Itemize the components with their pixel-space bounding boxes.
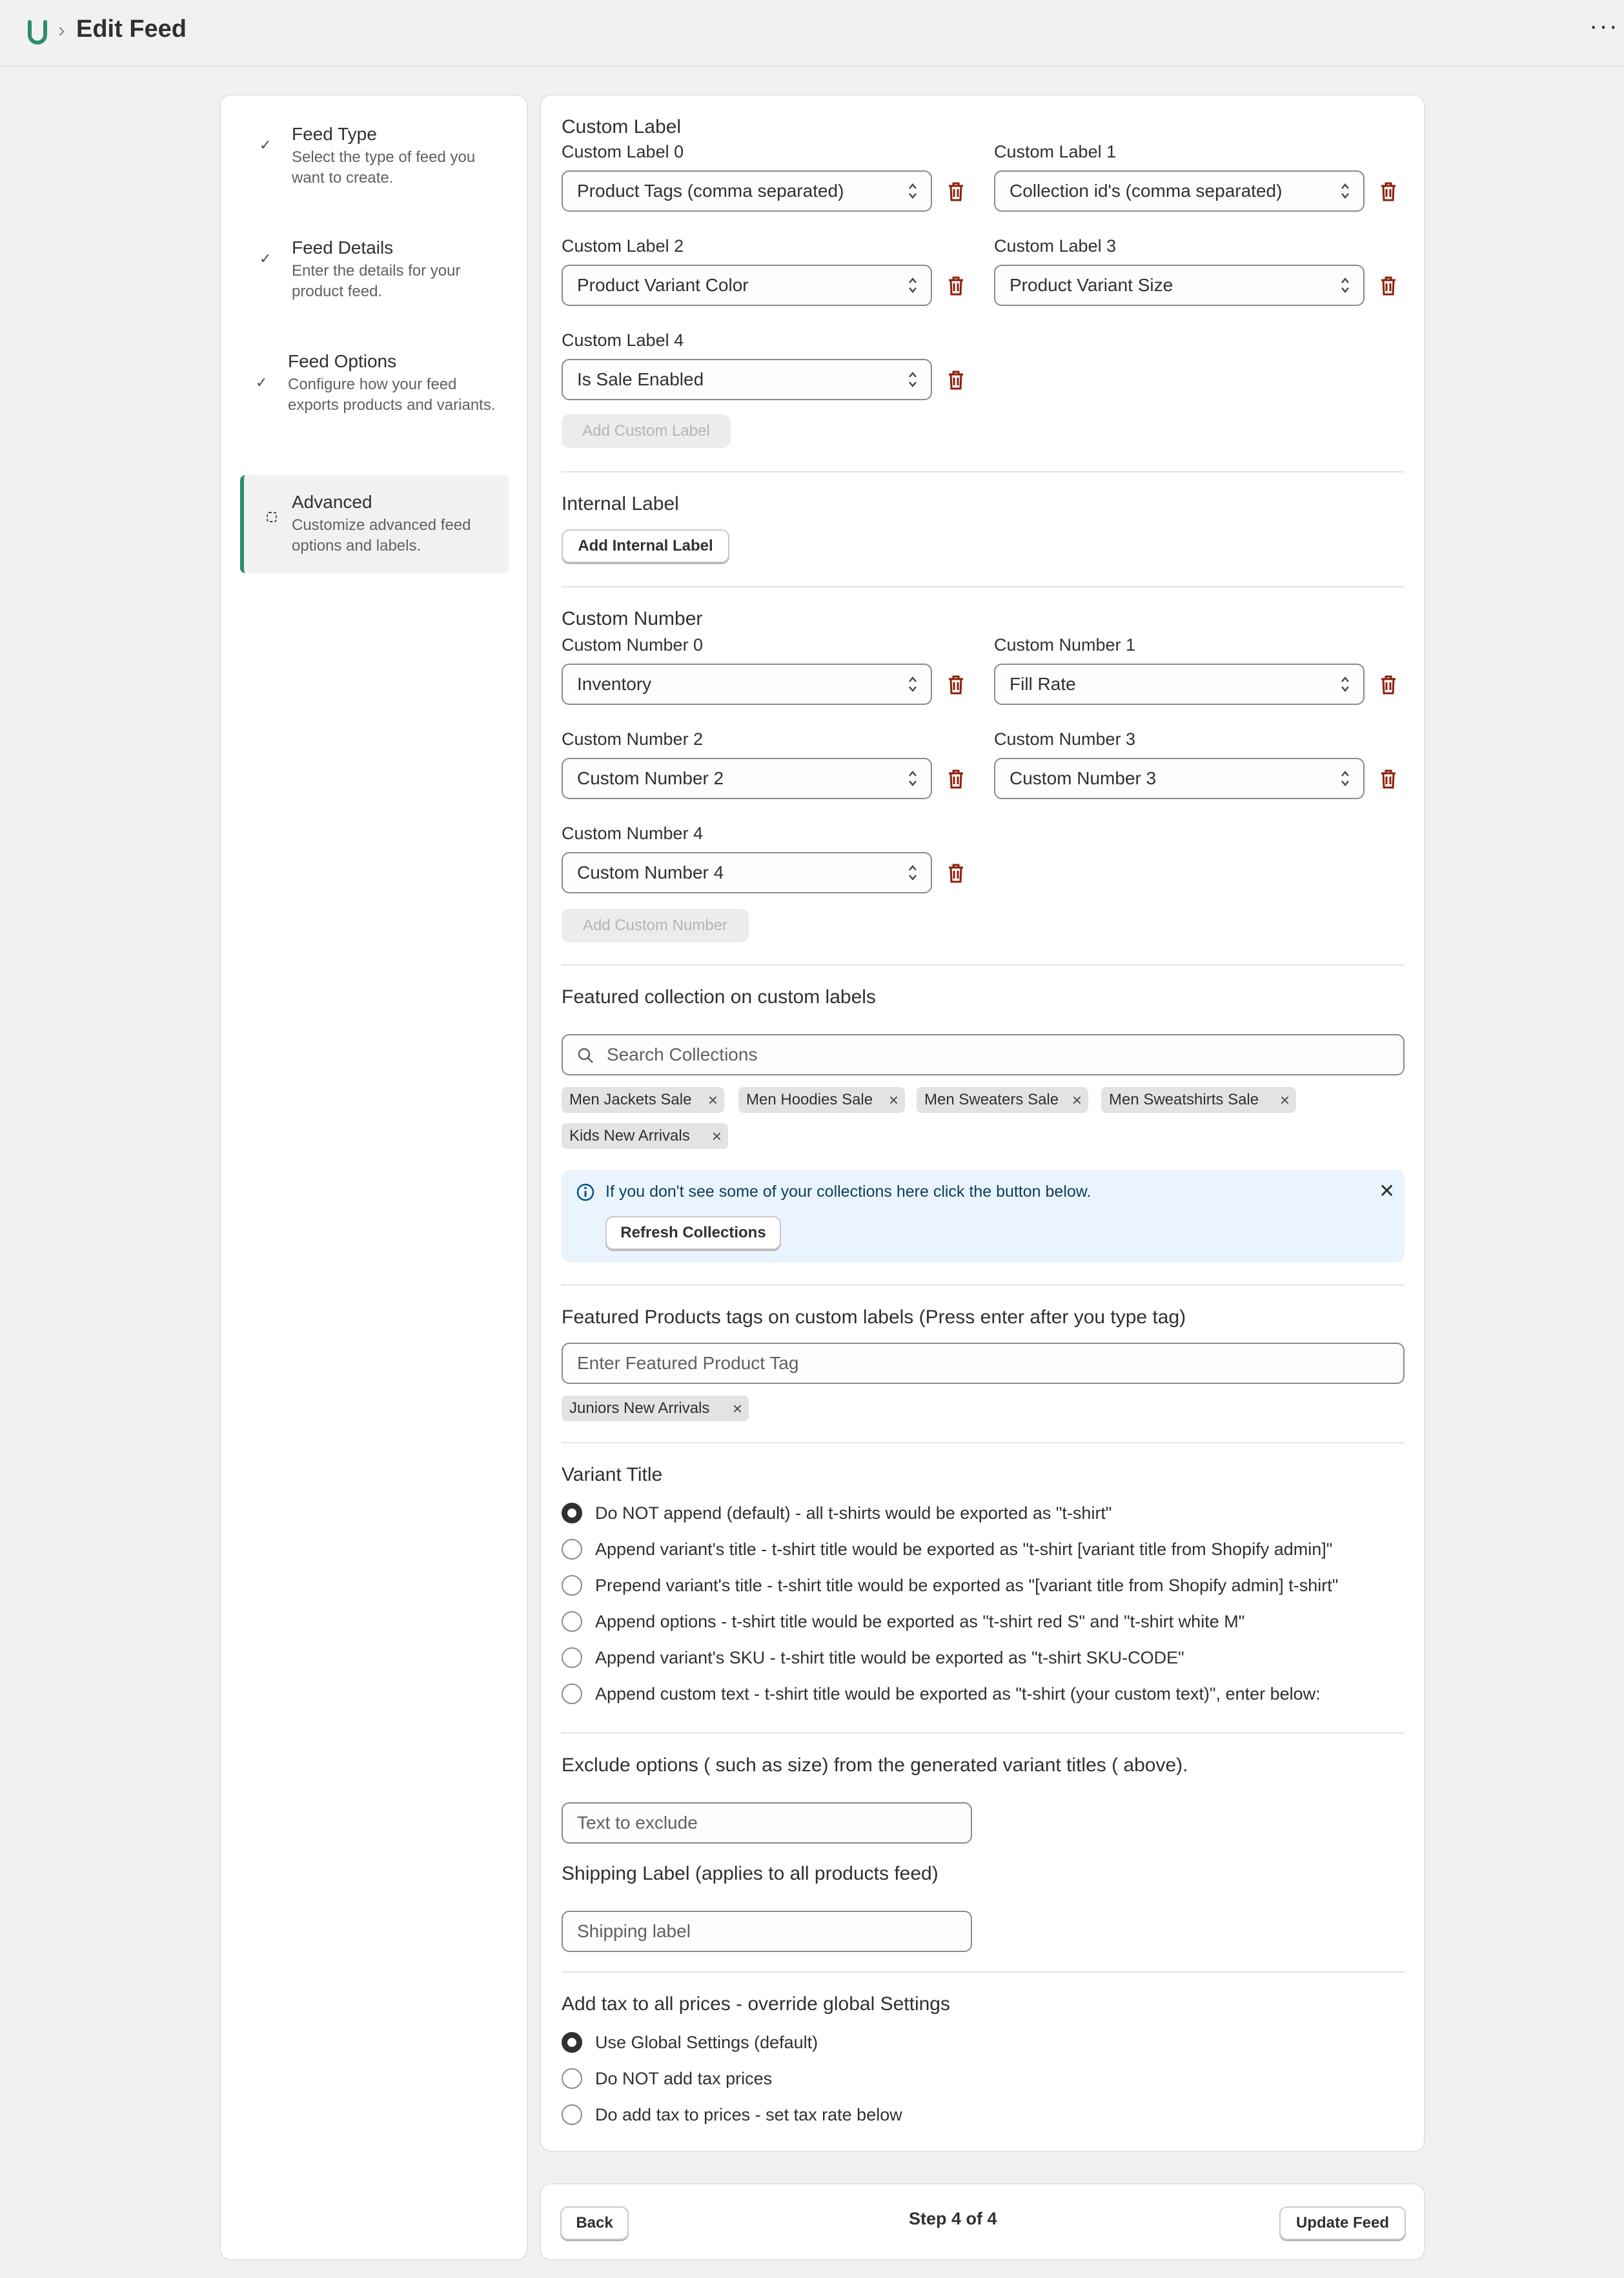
wizard-footer bbox=[540, 2183, 1425, 2261]
search-placeholder: Search Collections bbox=[607, 1044, 758, 1064]
featured-tags-title: Featured Products tags on custom labels (Press enter after you type tag) bbox=[562, 1307, 1186, 1328]
radio-label: Append variant's SKU - t-shirt title would be exported as "t-shirt SKU-CODE" bbox=[595, 1648, 1184, 1667]
select-value: Custom Number 4 bbox=[577, 862, 724, 882]
custom-number-2-select[interactable] bbox=[562, 758, 932, 799]
tag-label: Kids New Arrivals bbox=[569, 1127, 690, 1144]
step-title: Advanced bbox=[292, 492, 372, 512]
search-collections-input[interactable] bbox=[562, 1034, 1405, 1075]
add-custom-label-button[interactable]: Add Custom Label bbox=[562, 414, 731, 448]
section-divider bbox=[562, 1442, 1405, 1443]
radio-label: Append options - t-shirt title would be exported as "t-shirt red S" and "t-shirt white M" bbox=[595, 1612, 1245, 1631]
back-button[interactable]: Back bbox=[560, 2206, 629, 2240]
select-chevron-icon bbox=[908, 275, 918, 296]
delete-custom-number-3-icon[interactable] bbox=[1379, 768, 1398, 790]
select-value: Product Tags (comma separated) bbox=[577, 181, 844, 201]
custom-label-3-select[interactable] bbox=[994, 265, 1365, 306]
radio-button[interactable] bbox=[562, 1611, 582, 1632]
check-icon: ✓ bbox=[259, 250, 272, 267]
custom-label-1-label: Custom Label 1 bbox=[994, 142, 1117, 161]
remove-tag-icon[interactable]: × bbox=[732, 1399, 742, 1418]
update-feed-button[interactable]: Update Feed bbox=[1279, 2206, 1406, 2240]
custom-label-2-label: Custom Label 2 bbox=[562, 236, 684, 256]
tag-label: Men Jackets Sale bbox=[569, 1091, 692, 1108]
remove-tag-icon[interactable]: × bbox=[707, 1090, 718, 1110]
delete-custom-number-0-icon[interactable] bbox=[946, 674, 966, 696]
custom-label-0-label: Custom Label 0 bbox=[562, 142, 684, 161]
step-title: Feed Details bbox=[292, 238, 394, 258]
step-title: Feed Options bbox=[288, 351, 397, 371]
select-chevron-icon bbox=[908, 862, 918, 883]
tag-label: Men Hoodies Sale bbox=[746, 1091, 873, 1108]
select-chevron-icon bbox=[1340, 181, 1350, 201]
info-banner bbox=[562, 1170, 1405, 1263]
more-actions-button[interactable]: ··· bbox=[1589, 12, 1619, 40]
refresh-collections-button[interactable]: Refresh Collections bbox=[605, 1216, 781, 1250]
exclude-options-title: Exclude options ( such as size) from the generated variant titles ( above). bbox=[562, 1754, 1188, 1776]
step-description: Customize advanced feed options and labels. bbox=[292, 516, 471, 554]
step-advanced[interactable] bbox=[240, 475, 509, 573]
collection-tag bbox=[562, 1087, 724, 1113]
delete-custom-label-0-icon[interactable] bbox=[946, 181, 966, 203]
close-banner-icon[interactable]: ✕ bbox=[1379, 1181, 1396, 1202]
section-divider bbox=[562, 1971, 1405, 1973]
radio-label: Do add tax to prices - set tax rate below bbox=[595, 2105, 902, 2124]
step-title: Feed Type bbox=[292, 124, 377, 144]
featured-product-tag-input[interactable] bbox=[562, 1343, 1405, 1384]
radio-label: Prepend variant's title - t-shirt title would be exported as "[variant title from Shopify admin] t-shirt" bbox=[595, 1576, 1339, 1595]
custom-label-title: Custom Label bbox=[562, 116, 682, 137]
custom-number-1-label: Custom Number 1 bbox=[994, 635, 1136, 655]
collection-tag bbox=[738, 1087, 905, 1113]
select-value: Product Variant Color bbox=[577, 275, 749, 295]
select-value: Collection id's (comma separated) bbox=[1010, 181, 1283, 201]
radio-label: Do NOT append (default) - all t-shirts would be exported as "t-shirt" bbox=[595, 1503, 1112, 1523]
radio-button[interactable] bbox=[562, 2068, 582, 2089]
radio-label: Do NOT add tax prices bbox=[595, 2069, 773, 2088]
select-value: Custom Number 2 bbox=[577, 768, 724, 788]
custom-number-title: Custom Number bbox=[562, 608, 703, 629]
remove-tag-icon[interactable]: × bbox=[1071, 1090, 1082, 1110]
radio-label: Append variant's title - t-shirt title would be exported as "t-shirt [variant title from Shopify admin]" bbox=[595, 1540, 1333, 1559]
radio-button[interactable] bbox=[562, 1683, 582, 1704]
input-placeholder: Enter Featured Product Tag bbox=[577, 1353, 799, 1373]
select-value: Is Sale Enabled bbox=[577, 369, 704, 389]
radio-label: Append custom text - t-shirt title would be exported as "t-shirt (your custom text)", enter below: bbox=[595, 1684, 1321, 1703]
delete-custom-number-2-icon[interactable] bbox=[946, 768, 966, 790]
tax-title: Add tax to all prices - override global Settings bbox=[562, 1993, 950, 2015]
custom-number-4-label: Custom Number 4 bbox=[562, 824, 704, 843]
step-indicator-icon bbox=[266, 511, 278, 523]
text-to-exclude-input[interactable] bbox=[562, 1802, 972, 1844]
delete-custom-label-2-icon[interactable] bbox=[946, 275, 966, 297]
custom-number-1-select[interactable] bbox=[994, 664, 1365, 705]
step-description: Enter the details for your product feed. bbox=[292, 262, 461, 300]
custom-number-2-label: Custom Number 2 bbox=[562, 729, 704, 749]
add-custom-number-button[interactable]: Add Custom Number bbox=[562, 909, 749, 942]
collection-tag bbox=[1101, 1087, 1296, 1113]
custom-label-3-label: Custom Label 3 bbox=[994, 236, 1117, 256]
custom-label-0-select[interactable] bbox=[562, 170, 932, 212]
shipping-label-title: Shipping Label (applies to all products feed) bbox=[562, 1863, 939, 1884]
variant-title-heading: Variant Title bbox=[562, 1464, 663, 1485]
radio-button[interactable] bbox=[562, 2104, 582, 2125]
internal-label-title: Internal Label bbox=[562, 493, 679, 514]
select-value: Fill Rate bbox=[1010, 674, 1076, 694]
product-tag bbox=[562, 1396, 749, 1421]
shipping-label-input[interactable] bbox=[562, 1911, 972, 1952]
section-divider bbox=[562, 964, 1405, 966]
select-chevron-icon bbox=[908, 181, 918, 201]
info-icon bbox=[576, 1183, 595, 1202]
check-icon: ✓ bbox=[256, 374, 268, 391]
section-divider bbox=[562, 586, 1405, 587]
select-chevron-icon bbox=[1340, 768, 1350, 789]
delete-custom-number-4-icon[interactable] bbox=[946, 862, 966, 884]
custom-label-4-select[interactable] bbox=[562, 359, 932, 400]
remove-tag-icon[interactable]: × bbox=[711, 1126, 722, 1146]
step-indicator: Step 4 of 4 bbox=[909, 2209, 997, 2228]
custom-number-3-label: Custom Number 3 bbox=[994, 729, 1136, 749]
select-value: Product Variant Size bbox=[1010, 275, 1173, 295]
collection-tag bbox=[562, 1123, 728, 1149]
select-chevron-icon bbox=[908, 674, 918, 695]
select-chevron-icon bbox=[1340, 674, 1350, 695]
remove-tag-icon[interactable]: × bbox=[1279, 1090, 1290, 1110]
custom-number-0-select[interactable] bbox=[562, 664, 932, 705]
delete-custom-label-4-icon[interactable] bbox=[946, 369, 966, 391]
radio-button[interactable] bbox=[562, 1503, 582, 1523]
custom-number-0-label: Custom Number 0 bbox=[562, 635, 704, 655]
input-placeholder: Shipping label bbox=[577, 1921, 691, 1941]
check-icon: ✓ bbox=[259, 137, 272, 153]
page-title: Edit Feed bbox=[76, 15, 187, 43]
radio-label: Use Global Settings (default) bbox=[595, 2033, 818, 2052]
step-feed-type[interactable] bbox=[240, 124, 511, 201]
collection-tag bbox=[917, 1087, 1088, 1113]
delete-custom-label-1-icon[interactable] bbox=[1379, 181, 1398, 203]
custom-number-3-select[interactable] bbox=[994, 758, 1365, 799]
select-value: Custom Number 3 bbox=[1010, 768, 1157, 788]
step-feed-details[interactable] bbox=[240, 238, 511, 315]
custom-label-1-select[interactable] bbox=[994, 170, 1365, 212]
delete-custom-label-3-icon[interactable] bbox=[1379, 275, 1398, 297]
tag-label: Juniors New Arrivals bbox=[569, 1399, 710, 1417]
tag-label: Men Sweaters Sale bbox=[924, 1091, 1059, 1108]
radio-button[interactable] bbox=[562, 1539, 582, 1560]
step-feed-options[interactable] bbox=[240, 351, 511, 448]
select-chevron-icon bbox=[1340, 275, 1350, 296]
radio-button[interactable] bbox=[562, 2032, 582, 2053]
advanced-settings-card bbox=[540, 94, 1425, 2152]
section-divider bbox=[562, 1733, 1405, 1734]
top-bar bbox=[0, 0, 1624, 67]
remove-tag-icon[interactable]: × bbox=[888, 1090, 898, 1110]
custom-label-2-select[interactable] bbox=[562, 265, 932, 306]
custom-number-4-select[interactable] bbox=[562, 852, 932, 893]
select-value: Inventory bbox=[577, 674, 652, 694]
info-banner-text: If you don't see some of your collections here click the button below. bbox=[605, 1183, 1091, 1201]
step-description: Configure how your feed exports products and variants. bbox=[288, 376, 496, 414]
breadcrumb-separator-icon: › bbox=[58, 18, 65, 41]
select-chevron-icon bbox=[908, 768, 918, 789]
section-divider bbox=[562, 471, 1405, 473]
custom-label-4-label: Custom Label 4 bbox=[562, 331, 684, 350]
select-chevron-icon bbox=[908, 369, 918, 390]
steps-sidebar bbox=[219, 94, 528, 2261]
section-divider bbox=[562, 1285, 1405, 1286]
tag-label: Men Sweatshirts Sale bbox=[1109, 1091, 1259, 1108]
app-logo-icon[interactable] bbox=[26, 19, 49, 45]
add-internal-label-button[interactable]: Add Internal Label bbox=[562, 529, 729, 563]
radio-button[interactable] bbox=[562, 1647, 582, 1668]
input-placeholder: Text to exclude bbox=[577, 1813, 698, 1833]
featured-collection-title: Featured collection on custom labels bbox=[562, 986, 876, 1008]
radio-button[interactable] bbox=[562, 1575, 582, 1596]
delete-custom-number-1-icon[interactable] bbox=[1379, 674, 1398, 696]
search-icon bbox=[577, 1047, 594, 1064]
step-description: Select the type of feed you want to create. bbox=[292, 148, 476, 187]
